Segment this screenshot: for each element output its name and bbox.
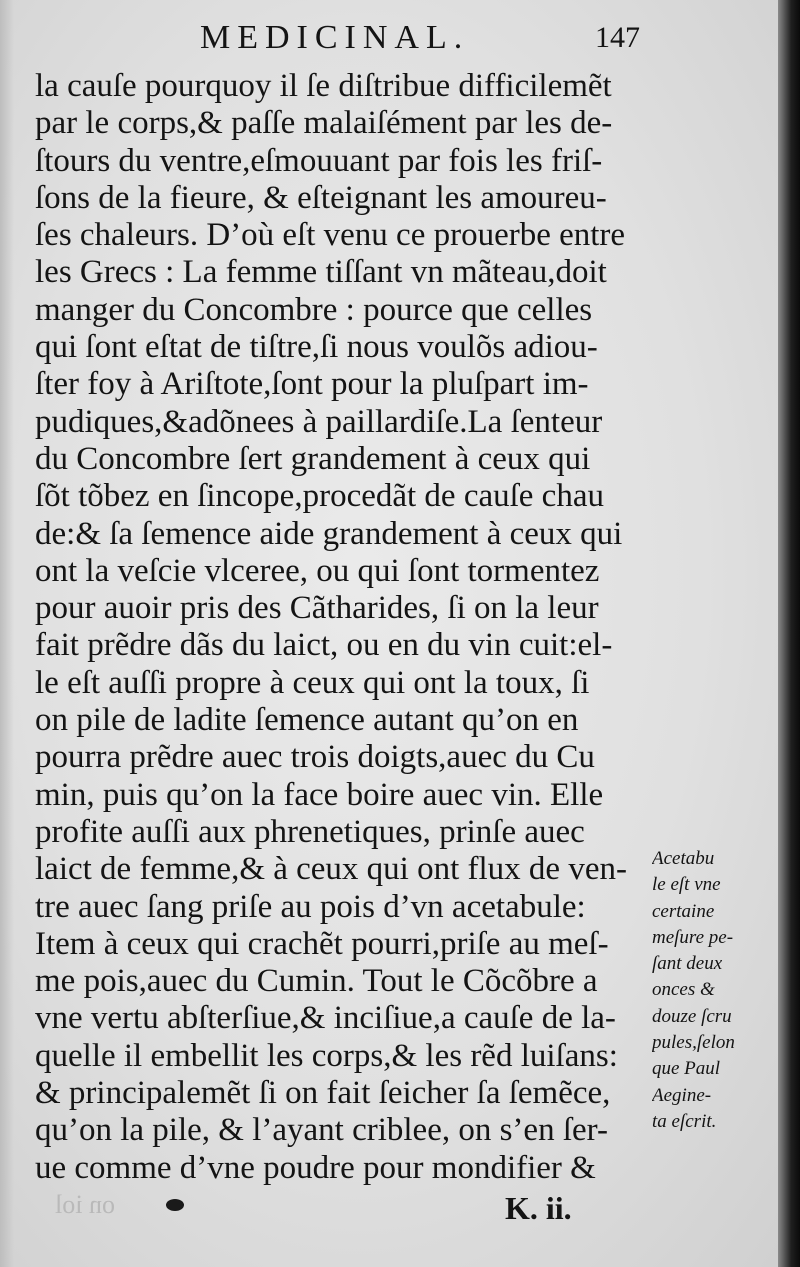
text-line: pourra prẽdre auec trois doigts,auec du Cu xyxy=(35,739,595,776)
text-line: les Grecs : La femme tiſſant vn mãteau,doit xyxy=(35,254,607,291)
text-line: on pile de ladite ſemence autant qu’on en xyxy=(35,702,579,739)
text-line: du Concombre ſert grandement à ceux qui xyxy=(35,440,591,477)
book-gutter xyxy=(778,0,800,1267)
text-line: tre auec ſang priſe au pois d’vn acetabule: xyxy=(35,888,586,925)
marginal-note xyxy=(652,846,778,1135)
text-line: laict de femme,& à ceux qui ont flux de ven- xyxy=(35,851,627,888)
show-through-text: on iol xyxy=(55,1190,115,1219)
text-line: par le corps,& paſſe malaiſément par les de- xyxy=(35,105,613,142)
page-edge-shadow xyxy=(0,0,14,1267)
marginal-note-line: douze ſcru xyxy=(652,1005,732,1027)
marginal-note-line: le eſt vne xyxy=(652,874,721,896)
text-line: vne vertu abſterſiue,& inciſiue,a cauſe de la- xyxy=(35,1000,616,1037)
text-line: la cauſe pourquoy il ſe diſtribue difficilemẽt xyxy=(35,68,612,104)
text-line: qu’on la pile, & l’ayant criblee, on s’en ſer- xyxy=(35,1112,608,1149)
text-line: me pois,auec du Cumin. Tout le Cõcõbre a xyxy=(35,963,598,1000)
marginal-note-line: ſant deux xyxy=(652,953,723,975)
text-line: le eſt auſſi propre à ceux qui ont la toux, ſi xyxy=(35,664,590,701)
text-line: ſons de la fieure, & eſteignant les amoureu- xyxy=(35,179,607,216)
marginal-note-line: pules,ſelon xyxy=(652,1032,735,1054)
text-line: & principalemẽt ſi on fait ſeicher ſa ſemẽce, xyxy=(35,1075,611,1112)
text-line: Item à ceux qui crachẽt pourri,priſe au meſ- xyxy=(35,925,609,962)
text-line: ue comme d’vne poudre pour mondifier & xyxy=(35,1149,596,1186)
text-line: ſter foy à Ariſtote,ſont pour la pluſpart im- xyxy=(35,366,589,403)
text-line: ſtours du ventre,eſmouuant par fois les friſ- xyxy=(35,142,603,179)
marginal-note-line: ta eſcrit. xyxy=(652,1110,717,1132)
text-line: ont la veſcie vlceree, ou qui ſont tormentez xyxy=(35,552,600,589)
page-number: 147 xyxy=(595,21,640,54)
marginal-note-line: onces & xyxy=(652,979,715,1001)
ink-blot xyxy=(166,1199,184,1211)
marginal-note-line: que Paul xyxy=(652,1058,721,1080)
text-line: pour auoir pris des Cãtharides, ſi on la leur xyxy=(35,590,599,627)
running-head: MEDICINAL. xyxy=(200,19,470,56)
signature-mark: K. ii. xyxy=(505,1190,572,1226)
text-line: fait prẽdre dãs du laict, ou en du vin cuit:el- xyxy=(35,627,613,664)
page-header xyxy=(200,18,640,58)
text-line: manger du Concombre : pource que celles xyxy=(35,291,593,328)
main-text-block xyxy=(35,68,651,1187)
text-line: ſõt tõbez en ſincope,procedãt de cauſe chau xyxy=(35,478,604,515)
text-line: profite auſſi aux phrenetiques, prinſe auec xyxy=(35,813,585,850)
text-line: ſes chaleurs. D’où eſt venu ce prouerbe entre xyxy=(35,217,626,254)
text-line: min, puis qu’on la face boire auec vin. Elle xyxy=(35,776,604,813)
marginal-note-line: Acetabu xyxy=(652,848,715,869)
marginal-note-line: Aegine- xyxy=(652,1084,712,1106)
text-line: quelle il embellit les corps,& les rẽd luiſans: xyxy=(35,1037,618,1074)
marginal-note-line: meſure pe- xyxy=(652,926,734,948)
marginal-note-line: certaine xyxy=(652,900,715,922)
text-line: de:& ſa ſemence aide grandement à ceux qui xyxy=(35,515,623,552)
text-line: qui ſont eſtat de tiſtre,ſi nous voulõs adiou- xyxy=(35,329,598,366)
text-line: pudiques,&adõnees à paillardiſe.La ſenteur xyxy=(35,403,603,440)
